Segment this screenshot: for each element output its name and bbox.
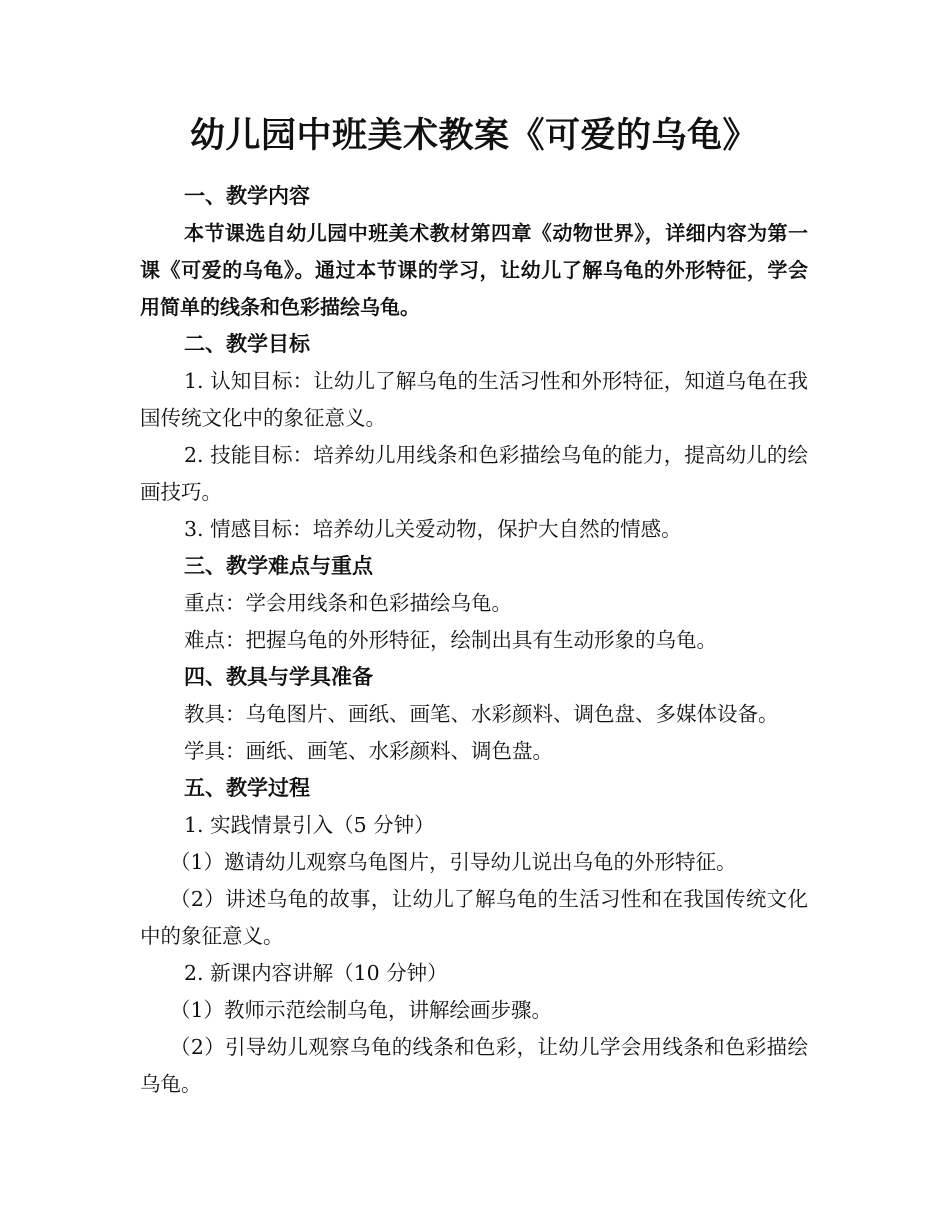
objective-cognitive: 1. 认知目标：让幼儿了解乌龟的生活习性和外形特征，知道乌龟在我国传统文化中的象征意义。 [140,369,808,430]
student-materials: 学具：画纸、画笔、水彩颜料、调色盘。 [184,739,553,763]
process-step2-item-2: （2）引导幼儿观察乌龟的线条和色彩，让幼儿学会用线条和色彩描绘乌龟。 [140,1035,808,1096]
content-paragraph: 本节课选自幼儿园中班美术教材第四章《动物世界》，详细内容为第一课《可爱的乌龟》。通过本节课的学习，让幼儿了解乌龟的外形特征，学会用简单的线条和色彩描绘乌龟。 [140,221,808,319]
difficulty-paragraph: 难点：把握乌龟的外形特征，绘制出具有生动形象的乌龟。 [184,628,717,652]
document-title: 幼儿园中班美术教案《可爱的乌龟》 [189,115,758,156]
document-page [140,108,808,1103]
section-heading-key-points: 三、教学难点与重点 [184,554,373,578]
section-heading-process: 五、教学过程 [184,776,310,800]
objective-skill: 2. 技能目标：培养幼儿用线条和色彩描绘乌龟的能力，提高幼儿的绘画技巧。 [140,443,808,504]
process-step1-item-2: （2）讲述乌龟的故事，让幼儿了解乌龟的生活习性和在我国传统文化中的象征意义。 [140,887,808,948]
process-step2-title: 2. 新课内容讲解（10 分钟） [184,961,448,985]
teacher-materials: 教具：乌龟图片、画纸、画笔、水彩颜料、调色盘、多媒体设备。 [184,702,779,726]
objective-emotion: 3. 情感目标：培养幼儿关爱动物，保护大自然的情感。 [184,517,682,541]
section-heading-objectives: 二、教学目标 [184,332,310,356]
key-point-paragraph: 重点：学会用线条和色彩描绘乌龟。 [184,591,512,615]
section-heading-content: 一、教学内容 [184,184,310,208]
process-step2-item-1: （1）教师示范绘制乌龟，讲解绘画步骤。 [170,998,553,1022]
process-step1-title: 1. 实践情景引入（5 分钟） [184,813,435,837]
section-heading-materials: 四、教具与学具准备 [184,665,373,689]
process-step1-item-1: （1）邀请幼儿观察乌龟图片，引导幼儿说出乌龟的外形特征。 [170,850,737,874]
